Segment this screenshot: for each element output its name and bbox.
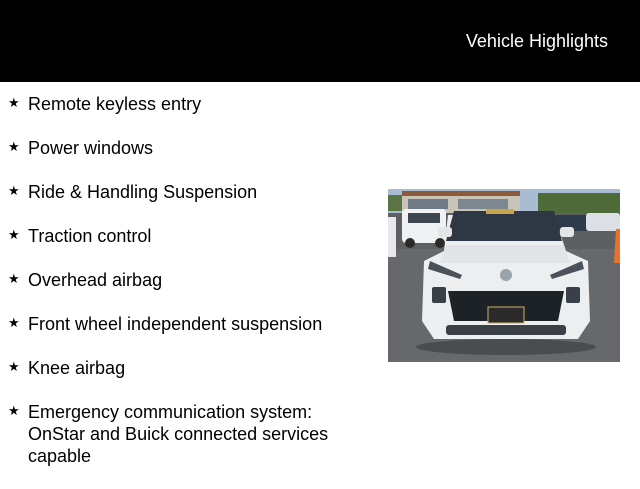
feature-item	[8, 225, 368, 247]
star-icon: ★	[8, 271, 20, 286]
feature-item	[8, 313, 368, 335]
header-bar	[0, 0, 640, 82]
page-title: Vehicle Highlights	[465, 31, 608, 51]
feature-item	[8, 137, 368, 159]
feature-item	[8, 269, 368, 291]
feature-label: Ride & Handling Suspension	[28, 182, 258, 202]
feature-label: Overhead airbag	[28, 270, 163, 290]
vehicle-photo	[388, 189, 620, 362]
star-icon: ★	[8, 359, 20, 374]
feature-label: Knee airbag	[28, 358, 126, 378]
feature-item	[8, 181, 368, 203]
star-icon: ★	[8, 183, 20, 198]
vehicle-photo-illustration	[388, 189, 620, 362]
feature-item	[8, 357, 368, 379]
feature-label: Front wheel independent suspension	[28, 314, 323, 334]
feature-label: Remote keyless entry	[28, 94, 202, 114]
star-icon: ★	[8, 403, 20, 418]
feature-label: Emergency communication system: OnStar and Buick connected services capable	[28, 402, 329, 466]
star-icon: ★	[8, 227, 20, 242]
feature-label: Power windows	[28, 138, 154, 158]
feature-item	[8, 401, 368, 467]
feature-item	[8, 93, 368, 115]
feature-label: Traction control	[28, 226, 152, 246]
star-icon: ★	[8, 95, 20, 110]
feature-list	[8, 93, 368, 489]
star-icon: ★	[8, 139, 20, 154]
star-icon: ★	[8, 315, 20, 330]
